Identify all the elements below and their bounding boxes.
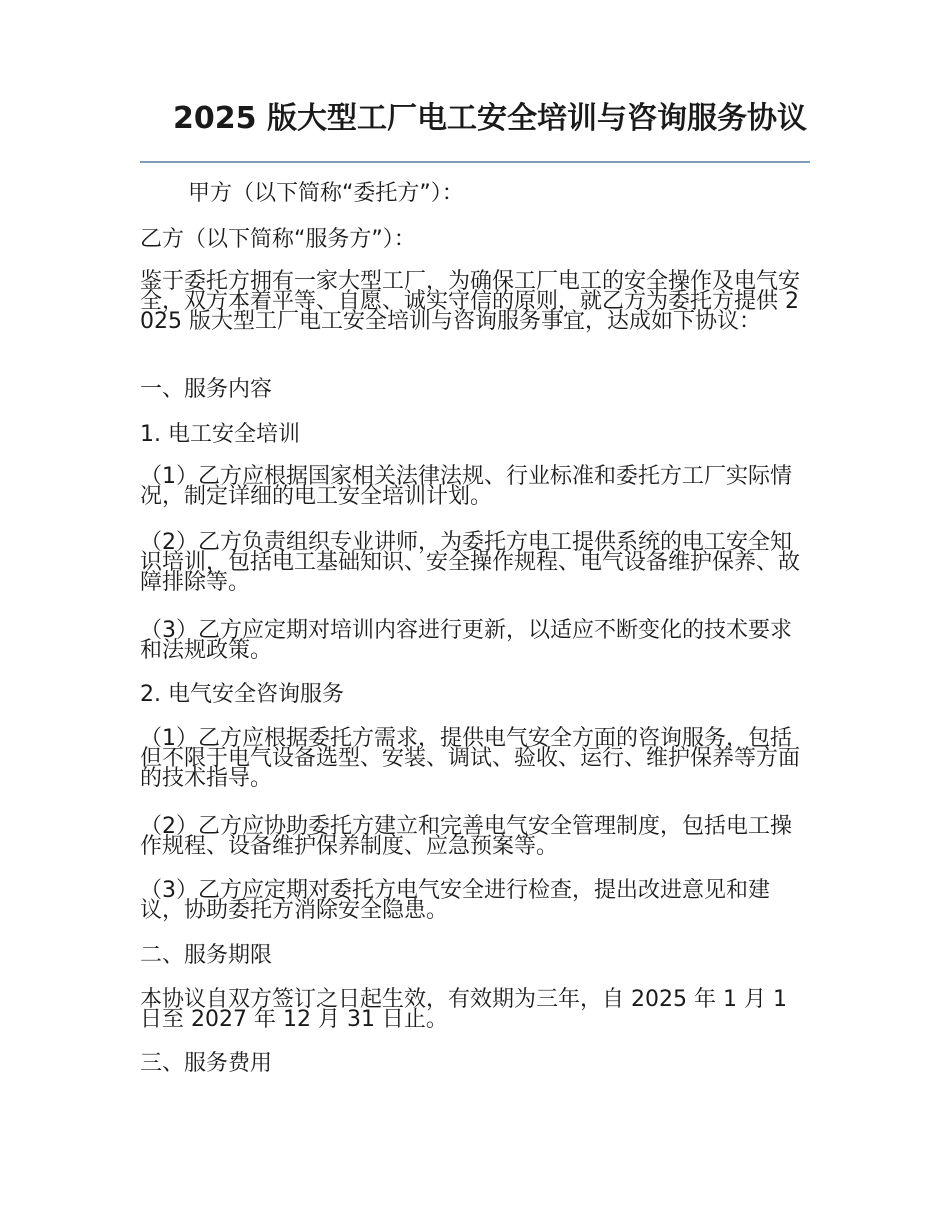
subsection-heading-consulting: 2. 电气安全咨询服务 xyxy=(140,682,344,707)
subsection-heading-training: 1. 电工安全培训 xyxy=(140,422,300,447)
training-item-2: （2）乙方负责组织专业讲师，为委托方电工提供系统的电工安全知识培训，包括电工基础知识、安全操作规程、电气设备维护保养、故障排除等。 xyxy=(140,530,801,595)
consulting-item-2: （2）乙方应协助委托方建立和完善电气安全管理制度，包括电工操作规程、设备维护保养制度、应急预案等。 xyxy=(140,814,792,859)
consulting-item-1: （1）乙方应根据委托方需求，提供电气安全方面的咨询服务，包括但不限于电气设备选型、安装、调试、验收、运行、维护保养等方面的技术指导。 xyxy=(140,726,801,791)
party-b-line: 乙方（以下简称“服务方”）： xyxy=(140,227,416,252)
consulting-item-3: （3）乙方应定期对委托方电气安全进行检查，提出改进意见和建议，协助委托方消除安全隐患。 xyxy=(140,878,770,923)
party-a-line: 甲方（以下简称“委托方”）： xyxy=(188,181,464,206)
section-heading-service-content: 一、服务内容 xyxy=(140,377,273,402)
document-title: 2025 版大型工厂电工安全培训与咨询服务协议 xyxy=(173,101,807,136)
training-item-1: （1）乙方应根据国家相关法律法规、行业标准和委托方工厂实际情况，制定详细的电工安全培训计划。 xyxy=(140,464,792,509)
section-heading-service-term: 二、服务期限 xyxy=(140,943,273,968)
service-term-paragraph: 本协议自双方签订之日起生效，有效期为三年，自 2025 年 1 月 1 日至 2027 年 12 月 31 日止。 xyxy=(140,987,787,1032)
preamble-paragraph: 鉴于委托方拥有一家大型工厂，为确保工厂电工的安全操作及电气安全，双方本着平等、自愿、诚实守信的原则，就乙方为委托方提供 2025 版大型工厂电工安全培训与咨询服务事宜，达成如下协议： xyxy=(140,269,801,334)
section-heading-service-fee: 三、服务费用 xyxy=(140,1051,273,1076)
training-item-3: （3）乙方应定期对培训内容进行更新，以适应不断变化的技术要求和法规政策。 xyxy=(140,618,792,663)
title-underline xyxy=(140,161,810,163)
